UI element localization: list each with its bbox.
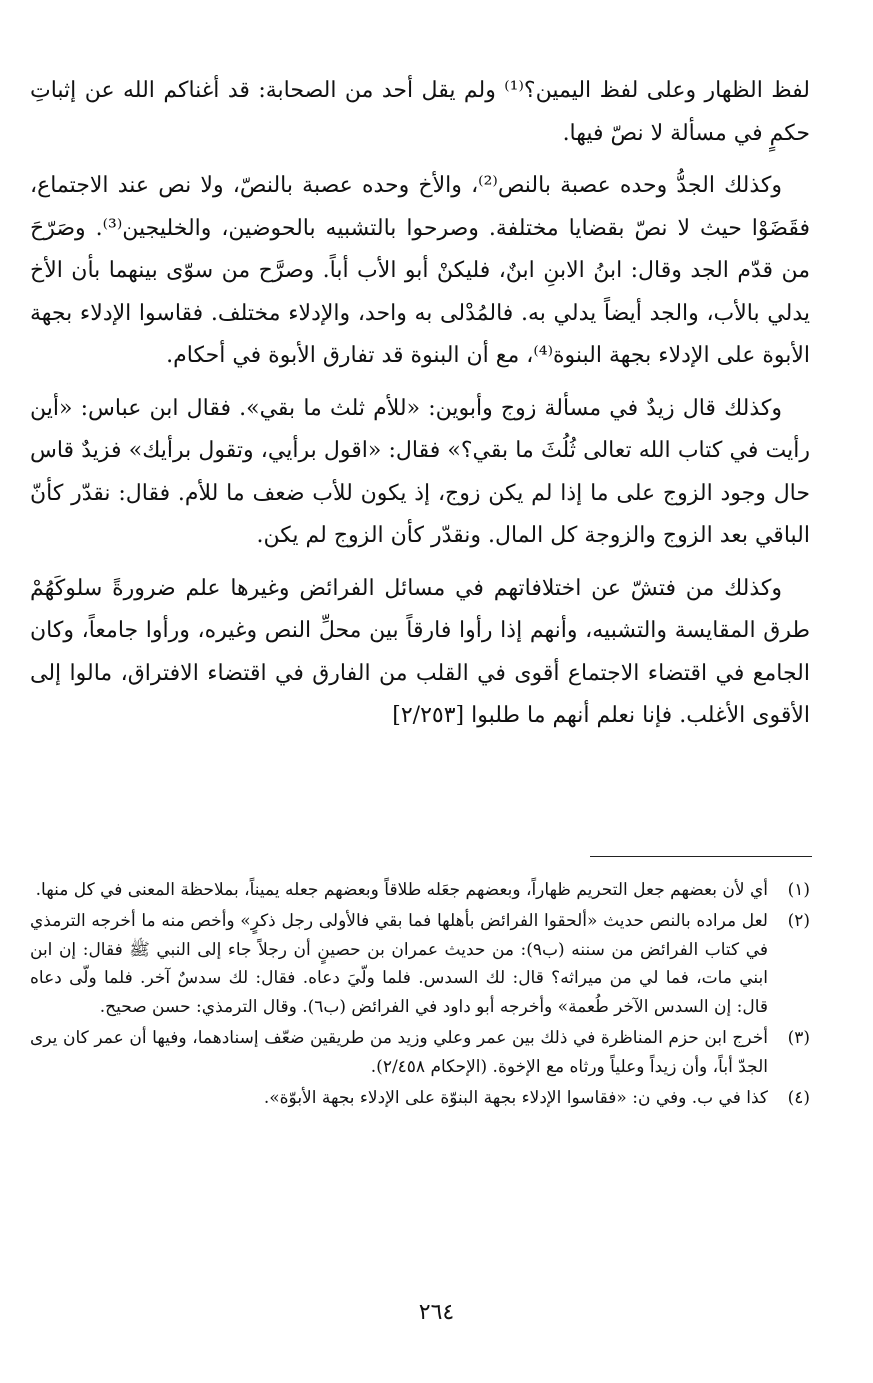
footnote-text: كذا في ب. وفي ن: «فقاسوا الإدلاء بجهة البنوّة على الإدلاء بجهة الأبوّة». (263, 1087, 768, 1108)
footnote-number: (٢) (787, 910, 810, 931)
paragraph-1: لفظ الظهار وعلى لفظ اليمين؟⁽¹⁾ ولم يقل أحد من الصحابة: قد أغناكم الله عن إثباتِ حكمٍ في مسألة لا نصّ فيها. (30, 78, 810, 146)
footnote-number: (٣) (787, 1027, 810, 1048)
footnote-number: (١) (787, 880, 810, 900)
footnote-3 (30, 1024, 810, 1082)
footnote-4 (30, 1084, 810, 1113)
footnote-1 (30, 876, 810, 905)
footnotes (30, 876, 810, 1114)
footnote-number: (٤) (787, 1087, 810, 1108)
paragraph-4: وكذلك من فتشّ عن اختلافاتهم في مسائل الفرائض وغيرها علم ضرورةً سلوكَهُمْ طرق المقايسة والتشبيه، وأنهم إذا رأوا فارقاً بين محلِّ النص وغيره، ورأوا جامعاً، وكان الجامع في اقتضاء الاجتماع أقوى في القلب من الفارق في اقتضاء الافتراق، مالوا إلى الأقوى الأغلب. فإنا نعلم أنهم ما طلبوا [٢/٢٥٣] (30, 575, 810, 728)
paragraph-3: وكذلك قال زيدٌ في مسألة زوج وأبوين: «للأم ثلث ما بقي». فقال ابن عباس: «أين رأيت في كتاب الله تعالى ثُلُثَ ما بقي؟» فقال: «اقول برأيي، وتقول برأيك» فزيدٌ قاس حال وجود الزوج على ما إذا لم يكن زوج، إذ يكون للأب ضعف ما للأم. فقال: نقدّر كأنّ الباقي بعد الزوج والزوجة كل المال. ونقدّر كأن الزوج لم يكن. (30, 395, 810, 548)
page-number: ٢٦٤ (418, 1300, 455, 1325)
footnote-text: أخرج ابن حزم المناظرة في ذلك بين عمر وعلي وزيد من طريقين ضعّف إسنادهما، وفيها أن عمر كان يرى الجدّ أباً، وأن زيداً وعلياً ورثاه مع الإخوة. (الإحكام ٢/٤٥٨). (30, 1027, 768, 1077)
footnote-text: أي لأن بعضهم جعل التحريم ظهاراً، وبعضهم جعَله طلاقاً وبعضهم جعله يميناً، بملاحظة المعنى في كل منها. (35, 880, 768, 900)
footnote-2 (30, 907, 810, 1022)
footnote-text: لعل مراده بالنص حديث «ألحقوا الفرائض بأهلها فما بقي فالأولى رجل ذكرٍ» وأخص منه ما أخرجه الترمذي في كتاب الفرائض من سننه (ب٩): من حديث عمران بن حصينٍ أن رجلاً جاء إلى النبي ﷺ فقال: إن ابن ابني مات، فما لي من ميراثه؟ قال: لك السدس. فلما ولّيَ دعاه. فقال: لك سدسٌ آخر. فلما ولّى دعاه قال: إن السدس الآخر طُعمة» وأخرجه أبو داود في الفرائض (ب٦). وقال الترمذي: حسن صحيح. (30, 910, 769, 1018)
main-text (30, 70, 810, 748)
paragraph-2: وكذلك الجدُّ وحده عصبة بالنص⁽²⁾، والأخ وحده عصبة بالنصّ، ولا نص عند الاجتماع، فقَضَوْا حيث لا نصّ بقضايا مختلفة. وصرحوا بالتشبيه بالحوضين، والخليجين⁽³⁾. وصَرّحَ من قدّم الجد وقال: ابنُ الابنِ ابنٌ، فليكنْ أبو الأب أباً. وصرَّح من سوّى بينهما بأن الأخ يدلي بالأب، والجد أيضاً يدلي به. فالمُدْلى به واحد، والإدلاء مختلف. فقاسوا الإدلاء بجهة الأبوة على الإدلاء بجهة البنوة⁽⁴⁾، مع أن البنوة قد تفارق الأبوة في أحكام. (30, 173, 810, 368)
footnote-separator (590, 856, 812, 857)
